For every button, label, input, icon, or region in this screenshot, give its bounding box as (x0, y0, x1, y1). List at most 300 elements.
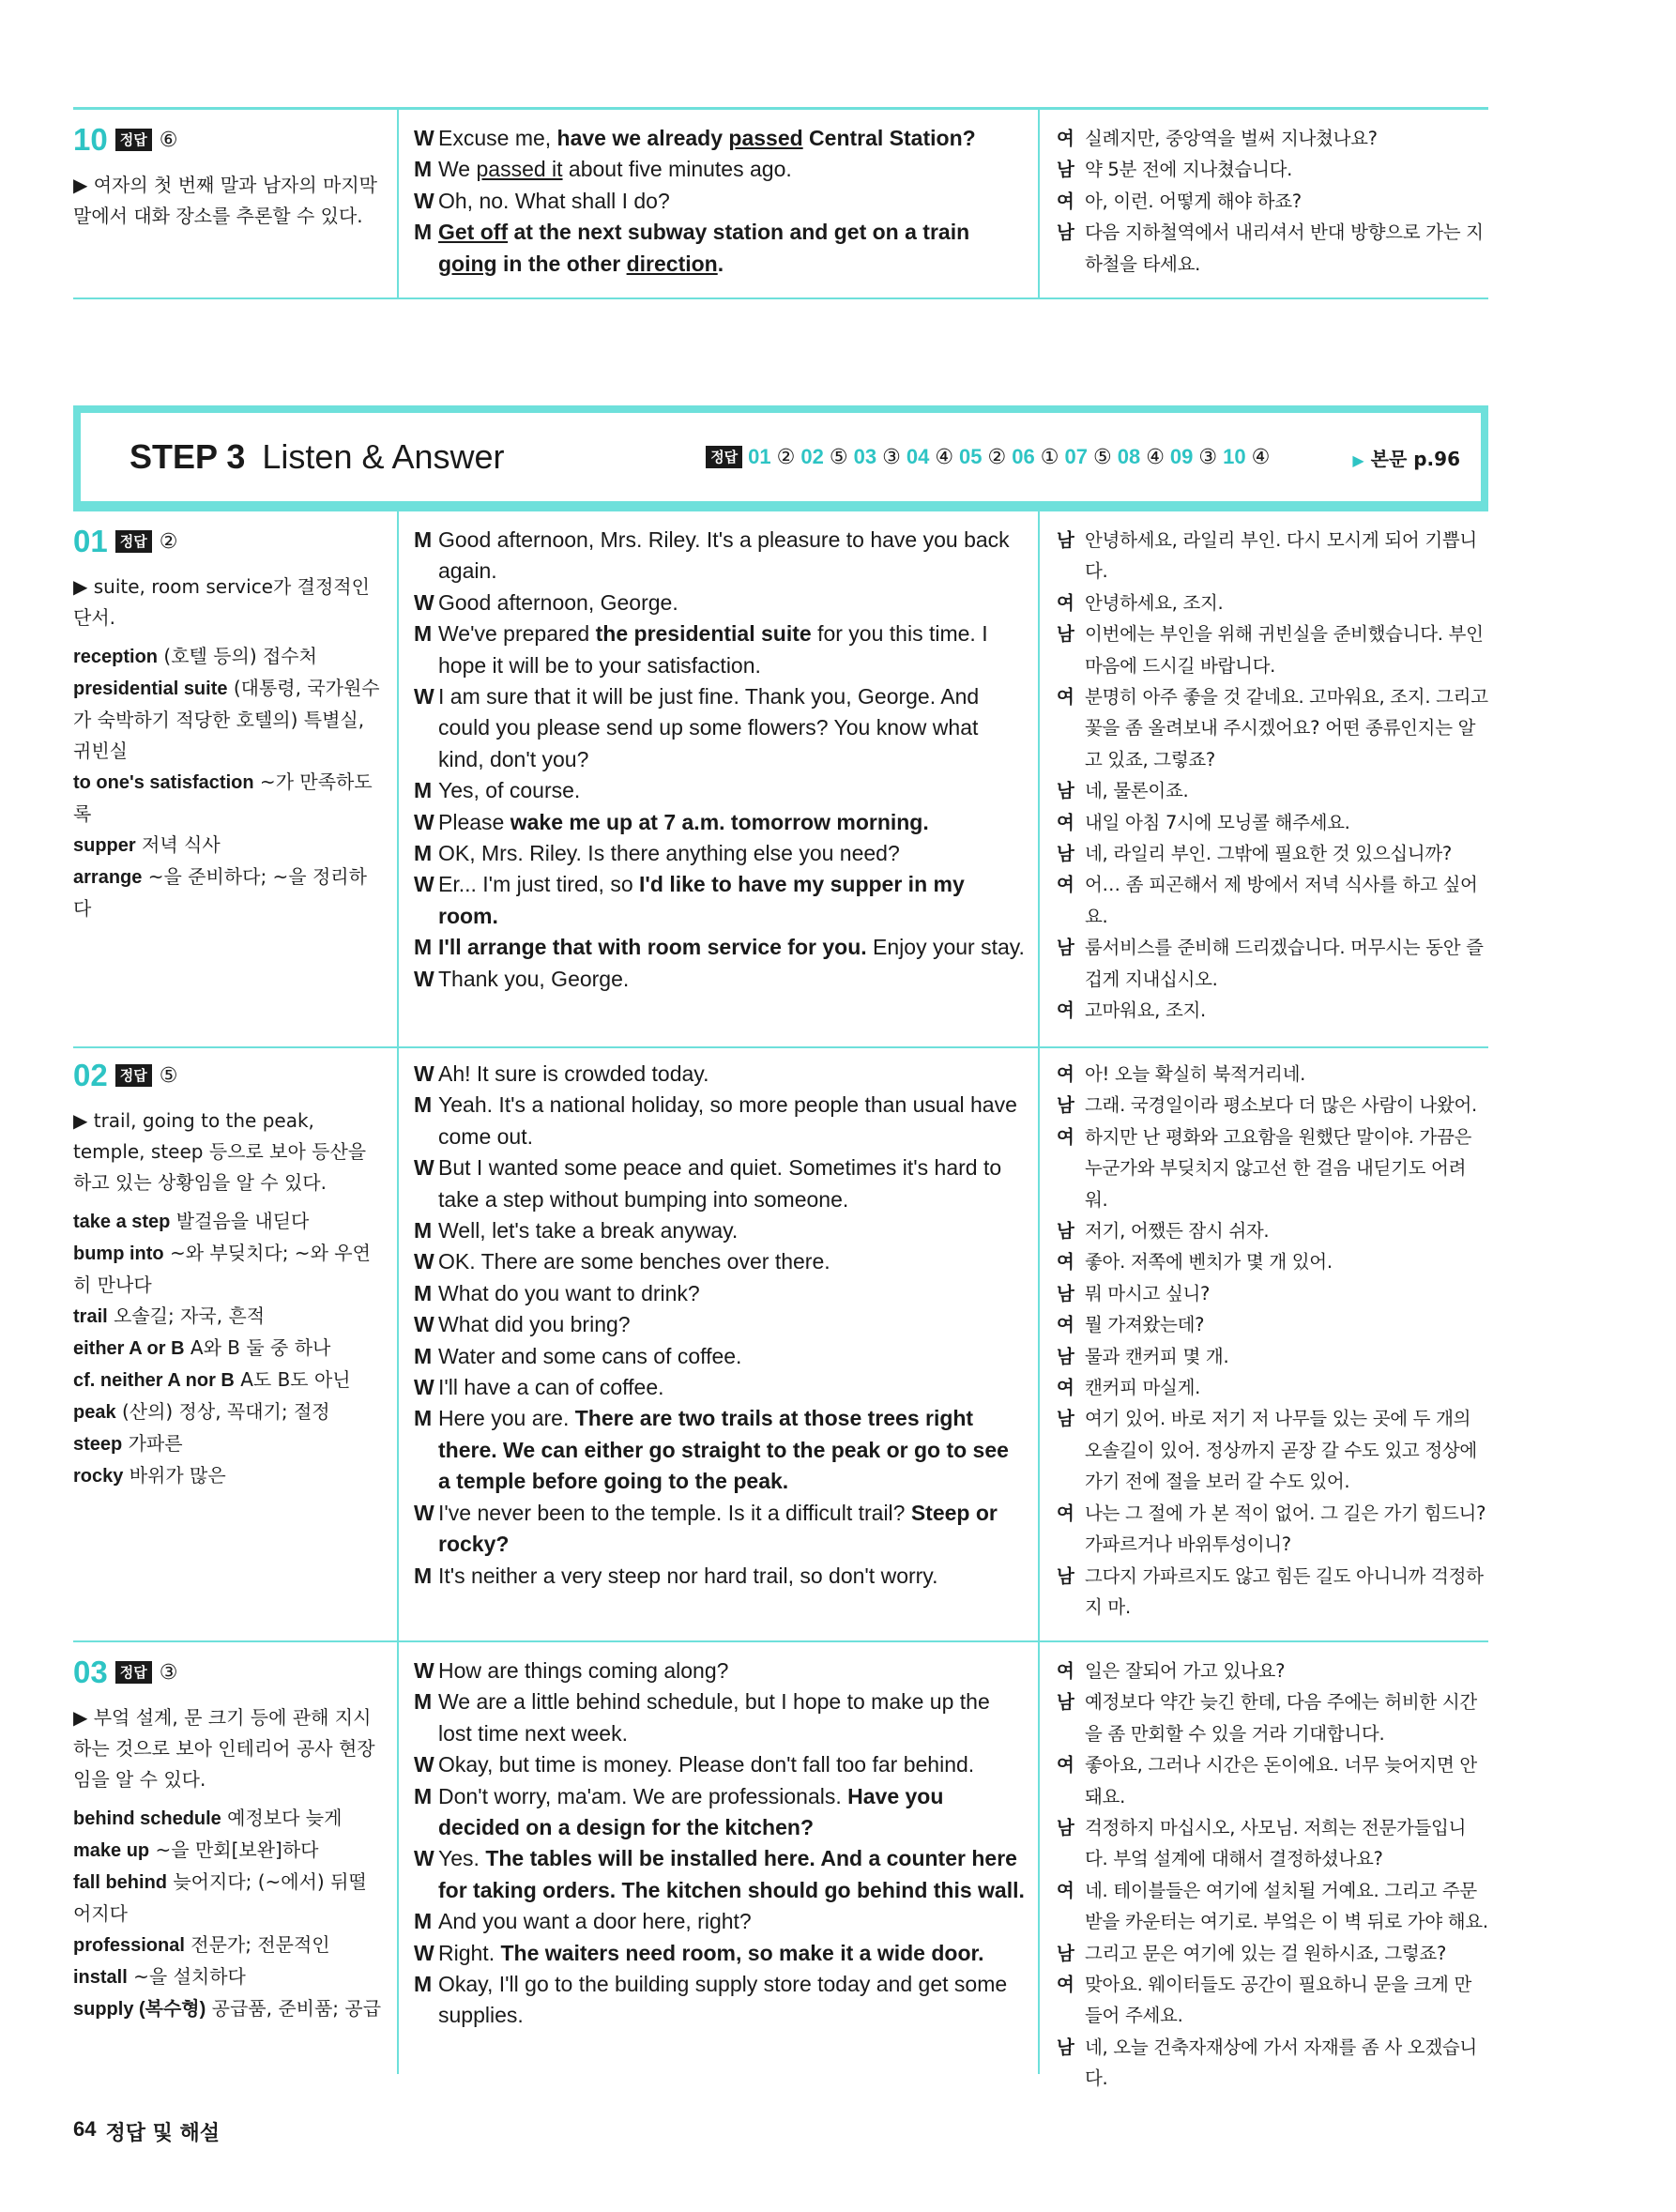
dialogue-line (414, 217, 1025, 280)
dialogue-line (414, 1059, 1025, 1090)
translation-line (1057, 1121, 1488, 1215)
dialogue-line (414, 1655, 1025, 1686)
dialogue-text: Good afternoon, Mrs. Riley. It's a pleasure to have you back again. (438, 527, 1010, 584)
answer-choice: ① (1040, 445, 1059, 469)
q10-number: 10 (73, 122, 108, 157)
dialogue-line (414, 869, 1025, 932)
vocab-meaning: 저녁 식사 (135, 833, 221, 856)
speaker-label: 남 (1057, 159, 1074, 181)
vocab-entry (73, 673, 382, 767)
translation-text: 안녕하세요, 조지. (1085, 591, 1224, 614)
speaker-label: W (414, 126, 434, 150)
q03-answer: ③ (159, 1660, 178, 1685)
vocab-meaning: 가파른 (122, 1432, 183, 1455)
vocab-entry (73, 1206, 382, 1238)
vocab-entry (73, 1238, 382, 1301)
translation-text: 아! 오늘 확실히 북적거리네. (1085, 1063, 1306, 1085)
speaker-label: W (414, 188, 434, 213)
speaker-label: W (414, 809, 434, 834)
speaker-label: M (414, 220, 433, 245)
dialogue-text: What did you bring? (438, 1312, 631, 1337)
q03-number: 03 (73, 1655, 108, 1689)
speaker-label: 남 (1057, 1942, 1074, 1964)
q02-hint: ▶ trail, going to the peak, temple, steep 등으로 보아 등산을 하고 있는 상황임을 알 수 있다. (73, 1109, 367, 1194)
translation-text: 아, 이런. 어떻게 해야 하죠? (1085, 190, 1302, 212)
answer-number: 07 (1064, 445, 1088, 468)
vocab-entry (73, 1930, 382, 1961)
translation-text: 좋아. 저쪽에 벤치가 몇 개 있어. (1085, 1251, 1333, 1274)
q03-meta (73, 1642, 397, 2074)
vocab-meaning: 공급품, 준비품; 공급 (206, 1997, 382, 2020)
q02-korean-script (1038, 1045, 1488, 1640)
dialogue-text: Please wake me up at 7 a.m. tomorrow morning. (438, 809, 929, 834)
vocab-meaning: ~와 부딪치다; ~와 우연히 만나다 (73, 1242, 371, 1296)
speaker-label: 여 (1057, 999, 1074, 1022)
q02-english-script (397, 1045, 1038, 1640)
dialogue-line (414, 1843, 1025, 1906)
speaker-label: 남 (1057, 843, 1074, 865)
speaker-label: 여 (1057, 190, 1074, 212)
q10-answer: ⑥ (159, 128, 178, 152)
speaker-label: 남 (1057, 1345, 1074, 1367)
vocab-word: install (73, 1967, 128, 1988)
dialogue-text: I'll arrange that with room service for you. Enjoy your stay. (438, 935, 1025, 960)
speaker-label: M (414, 157, 433, 182)
speaker-label: M (414, 1783, 433, 1808)
q01-korean-script (1038, 511, 1488, 1046)
vocab-entry (73, 862, 382, 924)
dialogue-line (414, 1403, 1025, 1497)
q02-vocabulary (73, 1206, 382, 1492)
dialogue-text: Here you are. There are two trails at those trees right there. We can either go straight to the peak or go to see a temple before going to the peak. (438, 1406, 1009, 1494)
page-reference-label: 본문 p.96 (1370, 447, 1460, 470)
vocab-word: rocky (73, 1466, 124, 1487)
q03-hint: ▶ 부엌 설계, 문 크기 등에 관해 지시하는 것으로 보아 인테리어 공사 현장임을 알 수 있다. (73, 1706, 375, 1791)
translation-text: 예정보다 약간 늦긴 한데, 다음 주에는 허비한 시간을 좀 만회할 수 있을 거라 기대합니다. (1085, 1691, 1477, 1745)
dialogue-line (414, 1152, 1025, 1215)
translation-line (1057, 869, 1488, 932)
q01-answer-tag: 정답 (115, 530, 152, 553)
speaker-label: 여 (1057, 874, 1074, 896)
dialogue-line (414, 123, 1025, 154)
translation-text: 그래. 국경일이라 평소보다 더 많은 사람이 나왔어. (1085, 1094, 1477, 1117)
dialogue-text: Excuse me, have we already passed Central Station? (438, 126, 976, 150)
vocab-meaning: 전문가; 전문적인 (184, 1933, 330, 1956)
speaker-label: W (414, 1846, 434, 1871)
speaker-label: 남 (1057, 529, 1074, 551)
vocab-word: reception (73, 647, 159, 667)
answer-choice: ④ (935, 445, 954, 469)
dialogue-line (414, 838, 1025, 869)
dialogue-text: Ah! It sure is crowded today. (438, 1061, 709, 1086)
dialogue-line (414, 1246, 1025, 1277)
translation-text: 네. 테이블들은 여기에 설치될 거예요. 그리고 주문받을 카운터는 여기로. 부엌은 이 벽 뒤로 가야 해요. (1085, 1879, 1488, 1933)
dialogue-text: Thank you, George. (438, 966, 630, 991)
speaker-label: 여 (1057, 1125, 1074, 1148)
speaker-label: M (414, 1218, 433, 1243)
translation-text: 실례지만, 중앙역을 벌써 지나쳤나요? (1085, 128, 1378, 149)
vocab-word: to one's satisfaction (73, 772, 254, 793)
translation-text: 하지만 난 평화와 고요함을 원했단 말이야. 가끔은 누군가와 부딪치지 않고선 한 걸음 내딛기도 어려워. (1085, 1125, 1472, 1211)
translation-line (1057, 587, 1488, 618)
vocab-entry (73, 1396, 382, 1428)
translation-line (1057, 1969, 1488, 2032)
translation-line (1057, 1812, 1488, 1875)
vocab-meaning: ~을 준비하다; ~을 정리하다 (73, 865, 367, 920)
translation-text: 그다지 가파르지도 않고 힘든 길도 아니니까 걱정하지 마. (1085, 1564, 1484, 1618)
vocab-meaning: 오솔길; 자국, 흔적 (107, 1304, 266, 1327)
answer-choice: ⑤ (829, 445, 848, 469)
answer-number: 06 (1012, 445, 1035, 468)
speaker-label: W (414, 872, 434, 897)
question-01-block (73, 509, 1488, 1048)
translation-text: 네, 라일리 부인. 그밖에 필요한 것 있으십니까? (1085, 843, 1452, 865)
translation-line (1057, 2032, 1488, 2095)
speaker-label: 여 (1057, 1314, 1074, 1336)
vocab-entry (73, 1867, 382, 1930)
translation-text: 어… 좀 피곤해서 제 방에서 저녁 식사를 하고 싶어요. (1085, 874, 1478, 927)
dialogue-line (414, 681, 1025, 775)
dialogue-text: We passed it about five minutes ago. (438, 157, 792, 182)
speaker-label: M (414, 935, 433, 960)
q10-hint: ▶ 여자의 첫 번째 말과 남자의 마지막 말에서 대화 장소를 추론할 수 있다. (73, 174, 378, 227)
vocab-entry (73, 1460, 382, 1492)
dialogue-line (414, 1969, 1025, 2032)
vocab-entry (73, 1333, 382, 1365)
speaker-label: W (414, 1752, 434, 1777)
speaker-label: 남 (1057, 623, 1074, 646)
translation-text: 내일 아침 7시에 모닝콜 해주세요. (1085, 811, 1350, 833)
vocab-meaning: ~을 설치하다 (127, 1965, 246, 1988)
dialogue-line (414, 1090, 1025, 1152)
translation-line (1057, 1215, 1488, 1246)
dialogue-text: Okay, I'll go to the building supply store today and get some supplies. (438, 1972, 1008, 2028)
translation-line (1057, 995, 1488, 1026)
translation-text: 그리고 문은 여기에 있는 걸 원하시죠, 그렇죠? (1085, 1942, 1447, 1964)
dialogue-line (414, 932, 1025, 963)
speaker-label: M (414, 1689, 433, 1715)
speaker-label: 여 (1057, 1251, 1074, 1274)
dialogue-line (414, 1278, 1025, 1309)
dialogue-text: I've never been to the temple. Is it a difficult trail? Steep or rocky? (438, 1500, 998, 1557)
speaker-label: 여 (1057, 1974, 1074, 1996)
q01-hint: ▶ suite, room service가 결정적인 단서. (73, 575, 370, 629)
dialogue-text: OK, Mrs. Riley. Is there anything else you need? (438, 841, 900, 866)
vocab-word: presidential suite (73, 679, 228, 699)
translation-line (1057, 775, 1488, 806)
speaker-label: W (414, 1375, 434, 1400)
dialogue-line (414, 807, 1025, 838)
vocab-word: either A or B (73, 1338, 185, 1359)
dialogue-text: Oh, no. What shall I do? (438, 188, 670, 213)
speaker-label: M (414, 1972, 433, 1997)
speaker-label: M (414, 527, 433, 552)
dialogue-text: But I wanted some peace and quiet. Sometimes it's hard to take a step without bumping into someone. (438, 1155, 1002, 1212)
vocab-meaning: 늦어지다; (~에서) 뒤떨어지다 (73, 1870, 367, 1925)
translation-line (1057, 1246, 1488, 1277)
vocab-word: steep (73, 1434, 123, 1455)
speaker-label: M (414, 841, 433, 866)
vocab-word: arrange (73, 867, 143, 888)
translation-text: 맞아요. 웨이터들도 공간이 필요하니 문을 크게 만들어 주세요. (1085, 1974, 1472, 2027)
speaker-label: 남 (1057, 1094, 1074, 1117)
dialogue-text: Don't worry, ma'am. We are professionals. Have you decided on a design for the kitchen? (438, 1783, 944, 1840)
answer-number: 09 (1169, 445, 1194, 468)
speaker-label: 여 (1057, 1377, 1074, 1399)
speaker-label: 여 (1057, 1063, 1074, 1085)
q10-meta (73, 110, 397, 297)
translation-line (1057, 1749, 1488, 1812)
vocab-meaning: 바위가 많은 (123, 1464, 226, 1487)
speaker-label: 남 (1057, 1282, 1074, 1304)
dialogue-text: I am sure that it will be just fine. Thank you, George. And could you please send up some flowers? You know what kind, don't you? (438, 684, 980, 771)
translation-text: 좋아요, 그러나 시간은 돈이에요. 너무 늦어지면 안 돼요. (1085, 1754, 1477, 1808)
dialogue-text: I'll have a can of coffee. (438, 1375, 664, 1400)
dialogue-line (414, 1938, 1025, 1969)
dialogue-line (414, 154, 1025, 185)
step-title: STEP 3 (130, 437, 246, 476)
speaker-label: W (414, 1940, 434, 1965)
speaker-label: 남 (1057, 1817, 1074, 1839)
vocab-meaning: (호텔 등의) 접수처 (158, 645, 317, 667)
page-footer (73, 2117, 220, 2146)
answer-number: 08 (1117, 445, 1141, 468)
q02-meta (73, 1045, 397, 1640)
dialogue-text: Get off at the next subway station and get on a train going in the other direction. (438, 220, 970, 276)
dialogue-text: Good afternoon, George. (438, 589, 678, 615)
translation-text: 뭘 가져왔는데? (1085, 1314, 1205, 1336)
vocab-word: take a step (73, 1212, 171, 1232)
translation-line (1057, 1655, 1488, 1686)
question-03-block (73, 1642, 1488, 2090)
dialogue-line (414, 186, 1025, 217)
dialogue-text: And you want a door here, right? (438, 1909, 752, 1934)
translation-line (1057, 618, 1488, 681)
speaker-label: 남 (1057, 221, 1074, 244)
translation-text: 뭐 마시고 싶니? (1085, 1282, 1211, 1304)
speaker-label: W (414, 1312, 434, 1337)
dialogue-text: Okay, but time is money. Please don't fall too far behind. (438, 1752, 975, 1777)
translation-text: 약 5분 전에 지나쳤습니다. (1085, 159, 1293, 181)
answer-choice: ⑤ (1092, 445, 1112, 469)
q10-korean-script (1038, 110, 1488, 297)
answer-choice: ③ (882, 445, 901, 469)
speaker-label: W (414, 1155, 434, 1181)
speaker-label: W (414, 684, 434, 709)
translation-line (1057, 681, 1488, 775)
speaker-label: 남 (1057, 937, 1074, 959)
dialogue-line (414, 525, 1025, 587)
dialogue-line (414, 618, 1025, 681)
vocab-entry (73, 1365, 382, 1396)
vocab-entry (73, 1803, 382, 1835)
speaker-label: 남 (1057, 1220, 1074, 1243)
translation-text: 나는 그 절에 가 본 적이 없어. 그 길은 가기 힘드니? 가파르거나 바위투성이니? (1085, 1502, 1486, 1556)
question-10-block (73, 107, 1488, 299)
q02-answer-tag: 정답 (115, 1064, 152, 1087)
speaker-label: 여 (1057, 128, 1074, 149)
speaker-label: 여 (1057, 811, 1074, 833)
translation-line (1057, 186, 1488, 217)
dialogue-line (414, 1781, 1025, 1844)
page-number: 64 (73, 2117, 97, 2141)
dialogue-line (414, 775, 1025, 806)
translation-line (1057, 154, 1488, 185)
translation-line (1057, 1341, 1488, 1372)
speaker-label: 여 (1057, 1879, 1074, 1901)
translation-text: 분명히 아주 좋을 것 같네요. 고마워요, 조지. 그리고 꽃을 좀 올려보내 주시겠어요? 어떤 종류인지는 알고 있죠, 그렇죠? (1085, 686, 1488, 770)
answer-choice: ② (987, 445, 1007, 469)
speaker-label: M (414, 1343, 433, 1368)
dialogue-text: Water and some cans of coffee. (438, 1343, 742, 1368)
speaker-label: 남 (1057, 780, 1074, 802)
vocab-entry (73, 641, 382, 673)
dialogue-text: We are a little behind schedule, but I hope to make up the lost time next week. (438, 1689, 990, 1746)
translation-line (1057, 525, 1488, 587)
q01-answer: ② (159, 529, 178, 554)
translation-text: 물과 캔커피 몇 개. (1085, 1345, 1229, 1367)
translation-line (1057, 1309, 1488, 1340)
dialogue-text: Yes, of course. (438, 778, 581, 803)
q03-english-script (397, 1642, 1038, 2074)
vocab-word: cf. neither A nor B (73, 1370, 235, 1391)
speaker-label: 남 (1057, 1408, 1074, 1430)
speaker-label: 남 (1057, 1691, 1074, 1714)
dialogue-line (414, 1341, 1025, 1372)
dialogue-text: What do you want to drink? (438, 1280, 700, 1305)
question-02-block (73, 1045, 1488, 1642)
vocab-word: supper (73, 835, 136, 856)
speaker-label: 남 (1057, 1564, 1074, 1587)
q03-answer-tag: 정답 (115, 1661, 152, 1684)
translation-line (1057, 1498, 1488, 1561)
vocab-meaning: 예정보다 늦게 (221, 1807, 343, 1829)
vocab-entry (73, 1835, 382, 1867)
q02-number: 02 (73, 1058, 108, 1092)
q01-number: 01 (73, 524, 108, 558)
dialogue-text: Well, let's take a break anyway. (438, 1218, 739, 1243)
translation-text: 걱정하지 마십시오, 사모님. 저희는 전문가들입니다. 부엌 설계에 대해서 결정하셨나요? (1085, 1817, 1467, 1870)
answer-number: 10 (1223, 445, 1246, 468)
translation-text: 여기 있어. 바로 저기 저 나무들 있는 곳에 두 개의 오솔길이 있어. 정상까지 곧장 갈 수도 있고 정상에 가기 전에 절을 보러 갈 수도 있어. (1085, 1408, 1477, 1493)
vocab-meaning: (산의) 정상, 꼭대기; 절정 (115, 1400, 330, 1423)
translation-line (1057, 838, 1488, 869)
vocab-entry (73, 1428, 382, 1460)
answer-choice: ④ (1146, 445, 1165, 469)
speaker-label: 여 (1057, 1660, 1074, 1682)
translation-line (1057, 807, 1488, 838)
speaker-label: 여 (1057, 1754, 1074, 1777)
vocab-meaning: 발걸음을 내딛다 (170, 1210, 310, 1232)
dialogue-text: Yeah. It's a national holiday, so more people than usual have come out. (438, 1092, 1017, 1149)
translation-text: 안녕하세요, 라일리 부인. 다시 모시게 되어 기쁩니다. (1085, 529, 1477, 583)
dialogue-line (414, 1686, 1025, 1749)
q01-meta (73, 511, 397, 1046)
translation-line (1057, 123, 1488, 154)
dialogue-text: Yes. The tables will be installed here. And a counter here for taking orders. The kitchen should go behind this wall. (438, 1846, 1025, 1902)
q03-korean-script (1038, 1642, 1488, 2090)
step-answer-tag: 정답 (706, 446, 742, 468)
translation-text: 네, 물론이죠. (1085, 780, 1189, 802)
translation-text: 이번에는 부인을 위해 귀빈실을 준비했습니다. 부인 마음에 드시길 바랍니다. (1085, 623, 1484, 677)
dialogue-text: How are things coming along? (438, 1658, 729, 1683)
vocab-word: bump into (73, 1243, 164, 1264)
speaker-label: W (414, 1249, 434, 1274)
speaker-label: W (414, 1500, 434, 1525)
translation-line (1057, 1875, 1488, 1938)
dialogue-line (414, 1309, 1025, 1340)
translation-line (1057, 1059, 1488, 1090)
speaker-label: W (414, 589, 434, 615)
dialogue-line (414, 964, 1025, 995)
dialogue-line (414, 1906, 1025, 1937)
vocab-word: fall behind (73, 1872, 167, 1893)
translation-text: 일은 잘되어 가고 있나요? (1085, 1660, 1286, 1682)
triangle-arrow-icon: ▶ (1352, 450, 1364, 469)
answer-number: 04 (906, 445, 930, 468)
speaker-label: M (414, 1406, 433, 1431)
translation-line (1057, 932, 1488, 995)
step-answer-list (706, 445, 1270, 469)
dialogue-line (414, 1215, 1025, 1246)
answer-number: 02 (800, 445, 824, 468)
dialogue-line (414, 1749, 1025, 1780)
dialogue-text: We've prepared the presidential suite for you this time. I hope it will be to your satisfaction. (438, 621, 988, 678)
speaker-label: W (414, 966, 434, 991)
dialogue-text: Right. The waiters need room, so make it a wide door. (438, 1940, 984, 1965)
answer-choice: ④ (1251, 445, 1271, 469)
dialogue-line (414, 587, 1025, 618)
speaker-label: M (414, 1092, 433, 1118)
vocab-word: make up (73, 1840, 150, 1861)
vocab-word: trail (73, 1306, 108, 1327)
speaker-label: 여 (1057, 591, 1074, 614)
translation-line (1057, 1278, 1488, 1309)
answer-number: 03 (853, 445, 877, 468)
translation-line (1057, 1938, 1488, 1969)
footer-label: 정답 및 해설 (105, 2122, 221, 2145)
page-reference[interactable] (1352, 444, 1460, 471)
vocab-meaning: A와 B 둘 중 하나 (184, 1336, 331, 1359)
dialogue-line (414, 1498, 1025, 1561)
vocab-meaning: A도 B도 아닌 (234, 1368, 351, 1391)
vocab-entry (73, 1993, 382, 2025)
vocab-entry (73, 1961, 382, 1993)
q01-english-script (397, 511, 1038, 1046)
dialogue-text: Er... I'm just tired, so I'd like to have my supper in my room. (438, 872, 965, 928)
q02-answer: ⑤ (159, 1063, 178, 1088)
speaker-label: M (414, 621, 433, 647)
speaker-label: 여 (1057, 686, 1074, 709)
answer-choice: ③ (1198, 445, 1218, 469)
q01-vocabulary (73, 641, 382, 924)
answer-number: 05 (959, 445, 983, 468)
vocab-word: professional (73, 1935, 185, 1956)
translation-text: 저기, 어쨌든 잠시 쉬자. (1085, 1220, 1270, 1243)
translation-line (1057, 1686, 1488, 1749)
translation-text: 룸서비스를 준비해 드리겠습니다. 머무시는 동안 즐겁게 지내십시오. (1085, 937, 1484, 990)
vocab-word: behind schedule (73, 1808, 221, 1829)
translation-line (1057, 1090, 1488, 1121)
speaker-label: 여 (1057, 1502, 1074, 1524)
speaker-label: M (414, 1280, 433, 1305)
vocab-entry (73, 830, 382, 862)
dialogue-line (414, 1372, 1025, 1403)
q03-vocabulary (73, 1803, 382, 2025)
translation-line (1057, 217, 1488, 280)
dialogue-text: OK. There are some benches over there. (438, 1249, 830, 1274)
translation-text: 네, 오늘 건축자재상에 가서 자재를 좀 사 오겠습니다. (1085, 2036, 1477, 2090)
